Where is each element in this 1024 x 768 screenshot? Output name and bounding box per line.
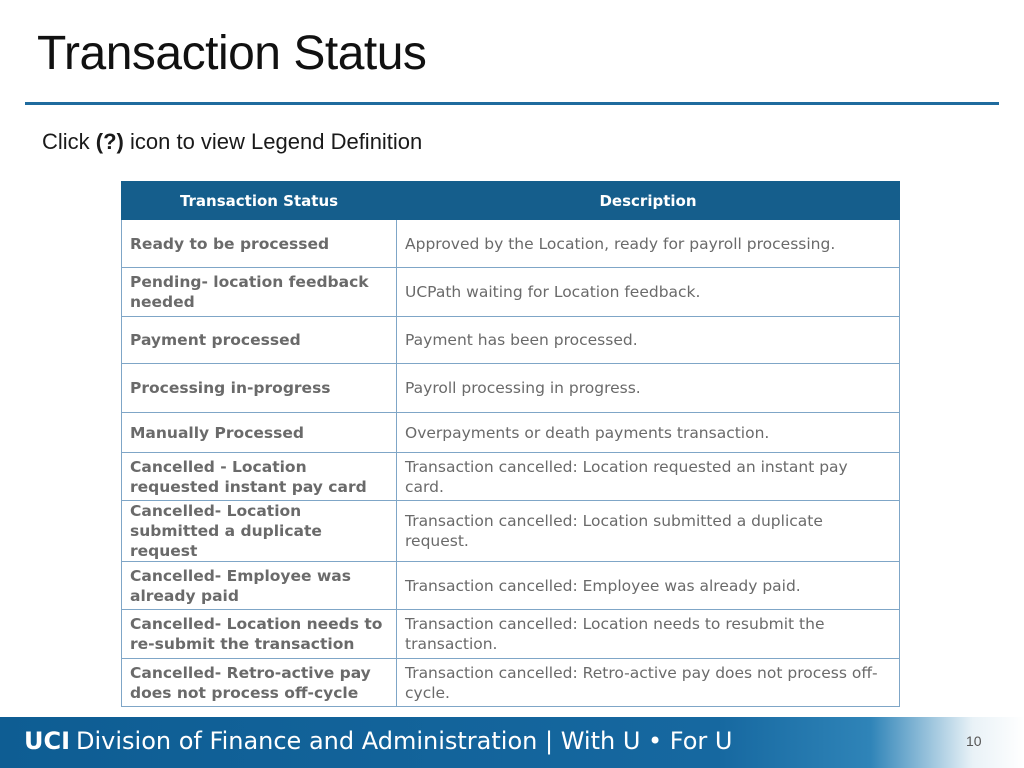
description-cell: Payment has been processed. — [397, 317, 900, 364]
status-cell: Cancelled- Retro-active pay does not process off-cycle — [122, 659, 397, 707]
footer-tagline — [24, 727, 733, 755]
table-row — [122, 220, 900, 268]
description-cell: Transaction cancelled: Location needs to resubmit the transaction. — [397, 610, 900, 659]
description-cell: Transaction cancelled: Employee was already paid. — [397, 562, 900, 610]
description-cell: Overpayments or death payments transaction. — [397, 413, 900, 453]
help-icon-reference: (?) — [95, 129, 124, 154]
description-cell: Approved by the Location, ready for payroll processing. — [397, 220, 900, 268]
description-cell: Payroll processing in progress. — [397, 364, 900, 413]
description-cell: UCPath waiting for Location feedback. — [397, 268, 900, 317]
status-cell: Payment processed — [122, 317, 397, 364]
status-cell: Cancelled- Employee was already paid — [122, 562, 397, 610]
title-divider — [25, 102, 999, 105]
slide-title: Transaction Status — [37, 27, 427, 80]
table-row — [122, 364, 900, 413]
status-cell: Pending- location feedback needed — [122, 268, 397, 317]
transaction-status-table — [121, 181, 900, 707]
status-cell: Processing in-progress — [122, 364, 397, 413]
header-transaction-status: Transaction Status — [122, 182, 397, 220]
uci-logo: UCI — [24, 727, 71, 755]
instruction-prefix: Click — [42, 129, 96, 154]
description-cell: Transaction cancelled: Retro-active pay does not process off-cycle. — [397, 659, 900, 707]
table-row — [122, 501, 900, 562]
description-cell: Transaction cancelled: Location requested an instant pay card. — [397, 453, 900, 501]
legend-instruction — [42, 129, 422, 155]
instruction-suffix: icon to view Legend Definition — [123, 129, 423, 154]
status-cell: Cancelled- Location submitted a duplicate request — [122, 501, 397, 562]
status-cell: Manually Processed — [122, 413, 397, 453]
table-row — [122, 562, 900, 610]
division-name: Division of Finance and Administration | With U • For U — [76, 727, 733, 755]
table-row — [122, 659, 900, 707]
status-cell: Cancelled - Location requested instant pay card — [122, 453, 397, 501]
header-description: Description — [397, 182, 900, 220]
footer-banner — [0, 717, 1024, 768]
table-row — [122, 268, 900, 317]
table-row — [122, 610, 900, 659]
status-cell: Ready to be processed — [122, 220, 397, 268]
table-header-row — [122, 182, 900, 220]
status-cell: Cancelled- Location needs to re-submit the transaction — [122, 610, 397, 659]
table-row — [122, 317, 900, 364]
table-row — [122, 453, 900, 501]
description-cell: Transaction cancelled: Location submitted a duplicate request. — [397, 501, 900, 562]
table-row — [122, 413, 900, 453]
page-number: 10 — [966, 733, 982, 749]
